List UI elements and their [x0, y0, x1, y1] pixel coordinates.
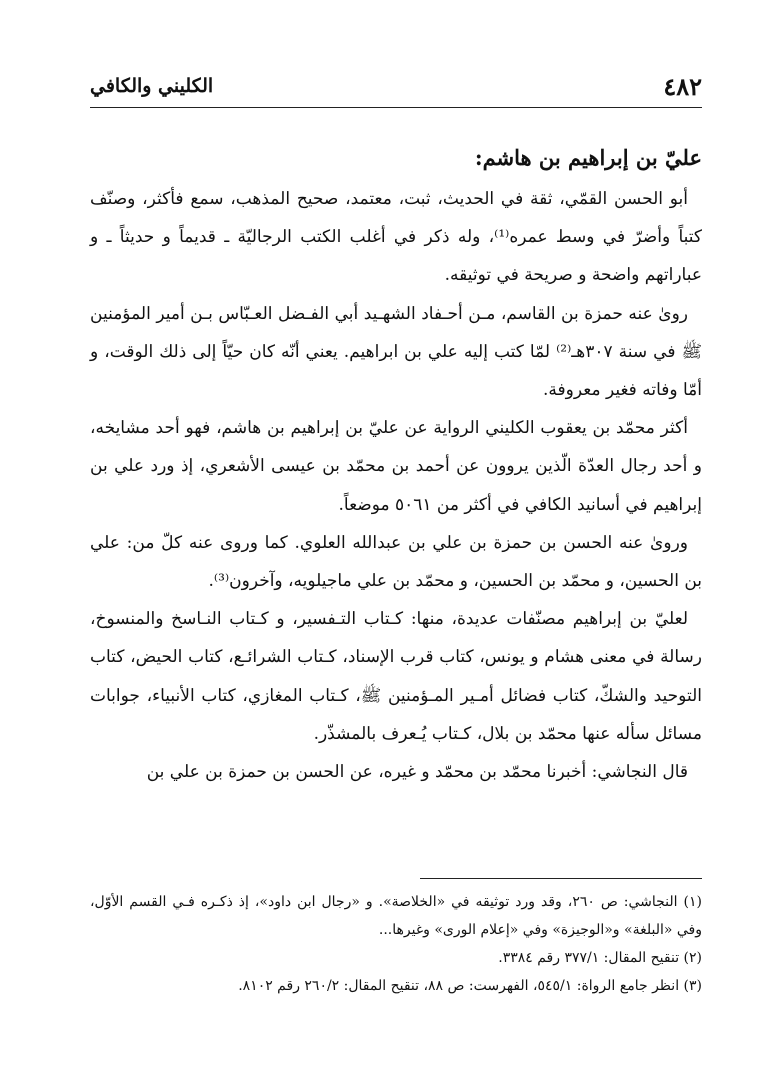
page-header: [90, 66, 702, 106]
main-text: [90, 138, 702, 791]
footnotes: [90, 888, 702, 1000]
paragraph-kulayni: أكثر محمّد بن يعقوب الكليني الرواية عن عليّ بن إبراهيم بن هاشم، فهو أحد مشايخه، و أحد رجال العدّة الّذين يروون عن أحمد بن محمّد بن عيسى الأشعري، إذ ورد علي بن إبراهيم في أسانيد الكافي في أكثر من ٥٠٦١ موضعاً.: [90, 418, 702, 515]
section-heading: عليّ بن إبراهيم بن هاشم:: [474, 145, 702, 170]
page-number: ٤٨٢: [663, 71, 702, 101]
paragraph-works: لعليّ بن إبراهيم مصنّفات عديدة، منها: كـتاب التـفسير، و كـتاب النـاسخ والمنسوخ، رسالة في معنى هشام و يونس، كتاب قرب الإسناد، كـتاب الشرائـع، كتاب الحيض، كتاب التوحيد والشكّ، كتاب فضائل أمـير المـؤمنين ﷺ، كـتاب المغازي، كتاب الأنبياء، جوابات مسائل سأله عنها محمّد بن بلال، كـتاب يُـعرف بالمشذّر.: [90, 609, 702, 744]
running-title: الكليني والكافي: [90, 75, 214, 97]
paragraph-najashi: قال النجاشي: أخبرنا محمّد بن محمّد و غيره، عن الحسن بن حمزة بن علي بن: [146, 762, 688, 783]
paragraph-transmitters: ورویٰ عنه الحسن بن حمزة بن علي بن عبدالله العلوي. كما وروی عنه كلّ من: علي بن الحسين، و محمّد بن الحسين، و محمّد بن علي ماجيلويه، وآخرون⁽³⁾.: [90, 532, 702, 592]
paragraph-narrators: رویٰ عنه حمزة بن القاسم، مـن أحـفاد الشهـيد أبي الفـضل العـبّاس بـن أمير المؤمنين ﷺ في سنة ٣٠٧هـ⁽²⁾ لمّا كتب إليه علي بن ابراهيم. يعني أنّه كان حيّاً إلى ذلك الوقت، و أمّا وفاته فغير معروفة.: [90, 303, 702, 401]
footnote-2: (٢) تنقيح المقال: ٣٧٧/١ رقم ٣٣٨٤.: [498, 950, 702, 966]
footnote-1: (١) النجاشي: ص ٢٦٠، وقد ورد توثيقه في «الخلاصة». و «رجال ابن داود»، إذ ذكـره فـي القسم الأوّل، وفي «البلغة» و«الوجيزة» وفي «إعلام الورى» وغيرها...: [90, 894, 702, 938]
header-divider: [90, 107, 702, 108]
paragraph-biography: أبو الحسن القمّي، ثقة في الحديث، ثبت، معتمد، صحيح المذهب، سمع فأكثر، وصنّف كتباً وأضرّ في وسط عمره⁽¹⁾، وله ذكر في أغلب الكتب الرجاليّة ـ قديماً و حديثاً ـ و عباراتهم واضحة و صريحة في توثيقه.: [90, 189, 703, 286]
footnote-divider: [420, 878, 702, 879]
footnote-3: (٣) انظر جامع الرواة: ٥٤٥/١، الفهرست: ص ٨٨، تنقيح المقال: ٢٦٠/٢ رقم ٨١٠٢.: [238, 978, 702, 994]
